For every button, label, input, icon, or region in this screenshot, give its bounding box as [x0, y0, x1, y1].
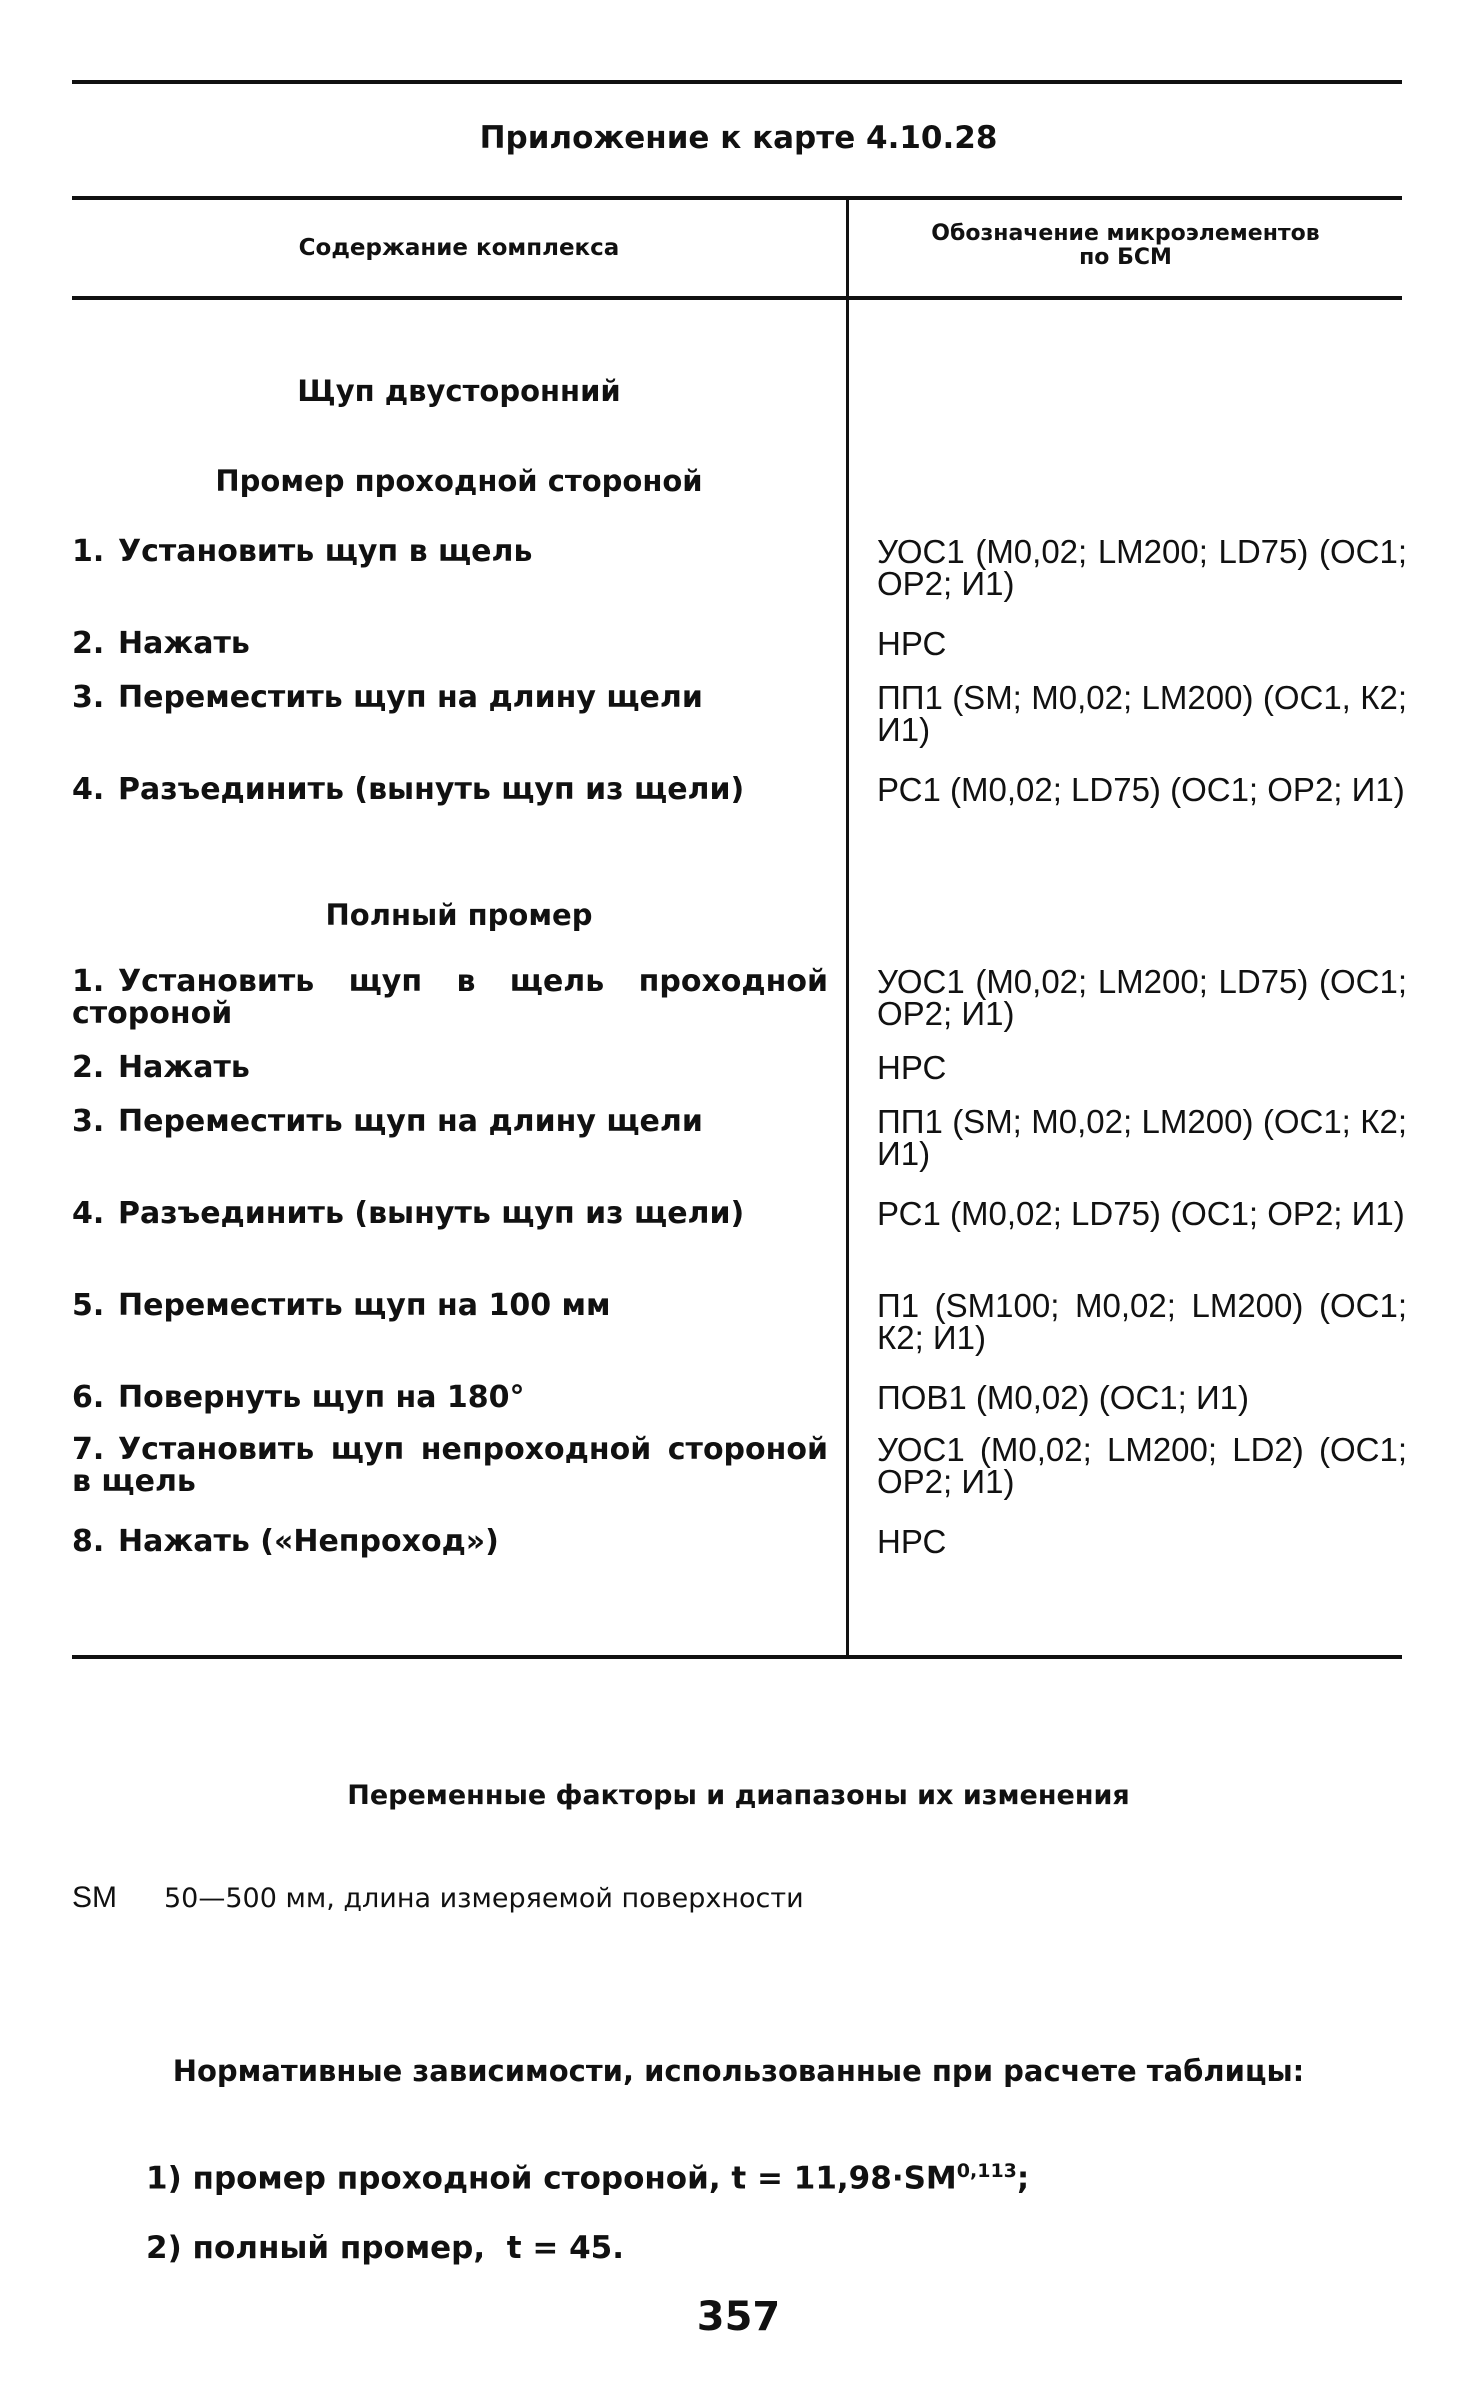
- formula-1-exponent: 0,113: [956, 2160, 1017, 2182]
- norms-title: Нормативные зависимости, использованные при расчете таблицы:: [172, 2054, 1305, 2088]
- step-text: [72, 774, 828, 806]
- step-num: 2.: [72, 626, 105, 661]
- page-number: 357: [696, 2294, 781, 2340]
- step-num: 3.: [72, 680, 105, 715]
- step-label: Установить щуп непроходной стороной в щель: [72, 1432, 828, 1499]
- step-num: 3.: [72, 1104, 105, 1139]
- step-code: НРС: [877, 1049, 947, 1086]
- tool-title: Щуп двусторонний: [297, 374, 621, 408]
- step-label: Переместить щуп на 100 мм: [118, 1288, 611, 1323]
- step-code: УОС1 (М0,02; LM200; LD75) (ОС1; ОР2; И1): [877, 963, 1407, 1032]
- step-num: 6.: [72, 1380, 105, 1415]
- step-num: 4.: [72, 1196, 105, 1231]
- step-label: Переместить щуп на длину щели: [118, 1104, 703, 1139]
- col-designation-line1: Обозначение микроэлементов: [931, 221, 1320, 246]
- step-code: РС1 (М0,02; LD75) (ОС1; ОР2; И1): [877, 1195, 1405, 1232]
- col-content-header: Содержание комплекса: [298, 235, 620, 261]
- factor-description: 50—500 мм, длина измеряемой поверхности: [164, 1883, 804, 1914]
- section2-title: Полный промер: [325, 898, 593, 932]
- step-text: [72, 1106, 828, 1138]
- step-text: [72, 1434, 828, 1498]
- step-code: П1 (SM100; М0,02; LM200) (ОС1; К2; И1): [877, 1287, 1407, 1356]
- section1-title: Промер проходной стороной: [215, 464, 703, 498]
- col-designation-header: [849, 222, 1402, 270]
- step-code: РС1 (М0,02; LD75) (ОС1; ОР2; И1): [877, 771, 1405, 808]
- bottom-rule: [72, 1655, 1402, 1659]
- factors-title: Переменные факторы и диапазоны их изменения: [347, 1780, 1130, 1811]
- col-designation-line2: по БСМ: [1079, 245, 1172, 270]
- step-label: Нажать: [118, 1050, 250, 1085]
- step-num: 7.: [72, 1432, 105, 1467]
- step-num: 8.: [72, 1524, 105, 1559]
- step-num: 5.: [72, 1288, 105, 1323]
- step-text: [72, 966, 828, 1030]
- step-label: Установить щуп в щель проходной стороной: [72, 964, 828, 1031]
- step-text: [72, 1526, 828, 1558]
- formula-2: 2) полный промер, t = 45.: [146, 2230, 625, 2266]
- formula-1-text: 1) промер проходной стороной, t = 11,98·SM: [146, 2160, 957, 2197]
- title-rule: [72, 196, 1402, 200]
- step-code: ПОВ1 (М0,02) (ОС1; И1): [877, 1379, 1250, 1416]
- step-label: Нажать («Непроход»): [118, 1524, 499, 1559]
- step-label: Установить щуп в щель: [118, 534, 533, 569]
- step-num: 1.: [72, 964, 105, 999]
- formula-1: [146, 2160, 1029, 2196]
- top-rule: [72, 80, 1402, 84]
- step-code: НРС: [877, 1523, 947, 1560]
- step-num: 1.: [72, 534, 105, 569]
- step-num: 4.: [72, 772, 105, 807]
- step-label: Нажать: [118, 626, 250, 661]
- step-label: Переместить щуп на длину щели: [118, 680, 703, 715]
- step-num: 2.: [72, 1050, 105, 1085]
- header-rule: [72, 296, 1402, 300]
- factor-variable: SM: [72, 1881, 117, 1914]
- formula-1-end: ;: [1016, 2160, 1030, 2197]
- step-code: УОС1 (М0,02; LM200; LD75) (ОС1; ОР2; И1): [877, 533, 1407, 602]
- step-code: ПП1 (SM; М0,02; LM200) (ОС1, К2; И1): [877, 679, 1407, 748]
- step-label: Разъединить (вынуть щуп из щели): [118, 772, 745, 807]
- step-text: [72, 536, 828, 568]
- step-code: УОС1 (М0,02; LM200; LD2) (ОС1; ОР2; И1): [877, 1431, 1407, 1500]
- column-divider: [846, 200, 849, 1655]
- step-text: [72, 628, 828, 660]
- step-text: [72, 682, 828, 714]
- step-label: Повернуть щуп на 180°: [118, 1380, 525, 1415]
- step-code: ПП1 (SM; М0,02; LM200) (ОС1; К2; И1): [877, 1103, 1407, 1172]
- factor-line: [72, 1880, 804, 1915]
- step-text: [72, 1198, 828, 1230]
- step-text: [72, 1052, 828, 1084]
- step-label: Разъединить (вынуть щуп из щели): [118, 1196, 745, 1231]
- step-text: [72, 1290, 828, 1322]
- page-title: Приложение к карте 4.10.28: [479, 120, 998, 156]
- step-text: [72, 1382, 828, 1414]
- step-code: НРС: [877, 625, 947, 662]
